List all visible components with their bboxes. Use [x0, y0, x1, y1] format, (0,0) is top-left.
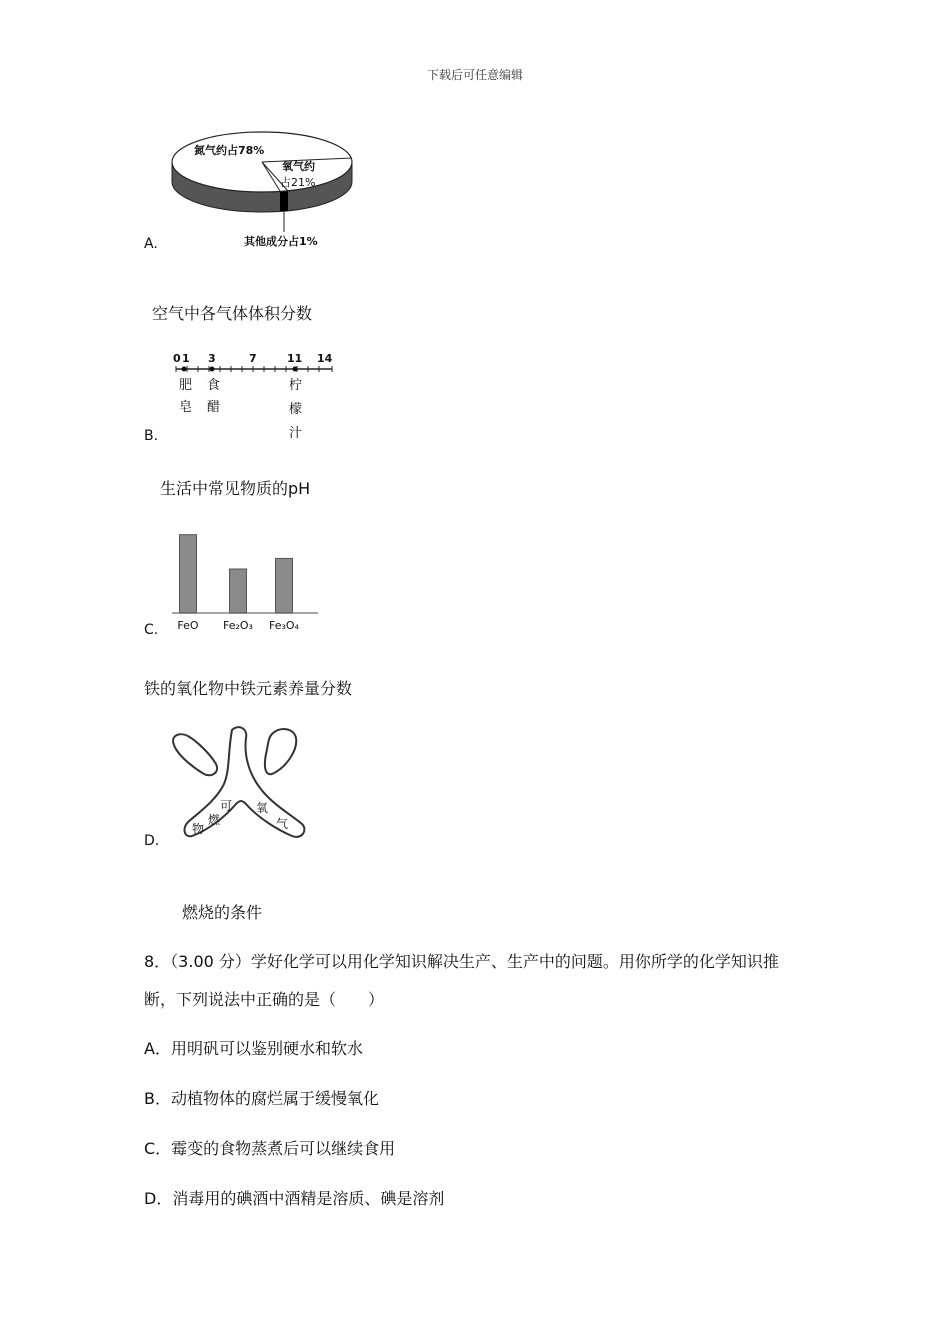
iron-oxide-bar-chart: [168, 515, 328, 637]
figure-d-caption: 燃烧的条件: [182, 903, 263, 922]
question-8-stem-line2: 断，下列说法中正确的是（ ）: [144, 990, 385, 1009]
option-c-letter: C.: [144, 622, 159, 638]
pie-label-other: 其他成分占1%: [244, 235, 318, 248]
option-b-letter: B.: [144, 428, 159, 444]
pie-label-o2-line2: 占21%: [280, 176, 316, 189]
combustion-conditions-diagram: [168, 720, 313, 845]
diagram-right-label-2: 气: [276, 817, 289, 831]
air-composition-pie: [168, 128, 358, 253]
question-8-option-d: D．消毒用的碘酒中酒精是溶质、碘是溶剂: [144, 1189, 445, 1208]
pie-label-o2-line1: 氧气约: [282, 160, 315, 173]
ph-lemon-char-3: 汁: [289, 426, 303, 441]
ph-lemon-char-2: 檬: [289, 402, 303, 417]
page-header: 下载后可任意编辑: [426, 68, 523, 82]
bar-label-1: Fe₂O₃: [223, 619, 253, 632]
diagram-left-label-2: 燃: [208, 813, 221, 827]
ph-tick-0: 0: [173, 352, 181, 365]
ph-scale-figure: [170, 347, 340, 445]
ph-tick-14: 14: [317, 352, 333, 365]
question-8-option-c: C．霉变的食物蒸煮后可以继续食用: [144, 1139, 396, 1158]
question-8-option-b: B．动植物体的腐烂属于缓慢氧化: [144, 1089, 379, 1108]
bar-0: [180, 535, 197, 613]
ph-tick-11: 11: [287, 352, 303, 365]
pie-label-n2: 氮气约占78%: [194, 144, 265, 157]
figure-c-caption: 铁的氧化物中铁元素养量分数: [144, 679, 353, 698]
diagram-left-label-1: 可: [220, 799, 233, 813]
option-a-letter: A.: [144, 236, 158, 252]
bar-2: [276, 558, 293, 613]
ph-vinegar-char-2: 醋: [207, 400, 221, 415]
figure-a-caption: 空气中各气体体积分数: [152, 304, 313, 323]
diagram-left-label-3: 物: [192, 822, 205, 836]
bar-label-0: FeO: [177, 619, 199, 632]
diagram-right-label-1: 氧: [256, 801, 269, 815]
question-8-option-a: A．用明矾可以鉴别硬水和软水: [144, 1039, 363, 1058]
bar-label-2: Fe₃O₄: [269, 619, 299, 632]
ph-tick-1: 1: [182, 352, 190, 365]
question-8-stem-line1: 8．（3.00 分）学好化学可以用化学知识解决生产、生产中的问题。用你所学的化学知识推: [144, 952, 779, 971]
ph-tick-3: 3: [208, 352, 216, 365]
ph-vinegar-char-1: 食: [207, 378, 221, 393]
bar-1: [230, 569, 247, 613]
ph-tick-7: 7: [249, 352, 257, 365]
ph-soap-char-2: 皂: [179, 400, 193, 415]
option-d-letter: D.: [144, 833, 160, 849]
ph-lemon-char-1: 柠: [289, 378, 303, 393]
ph-soap-char-1: 肥: [179, 378, 193, 393]
figure-b-caption: 生活中常见物质的pH: [160, 479, 311, 498]
